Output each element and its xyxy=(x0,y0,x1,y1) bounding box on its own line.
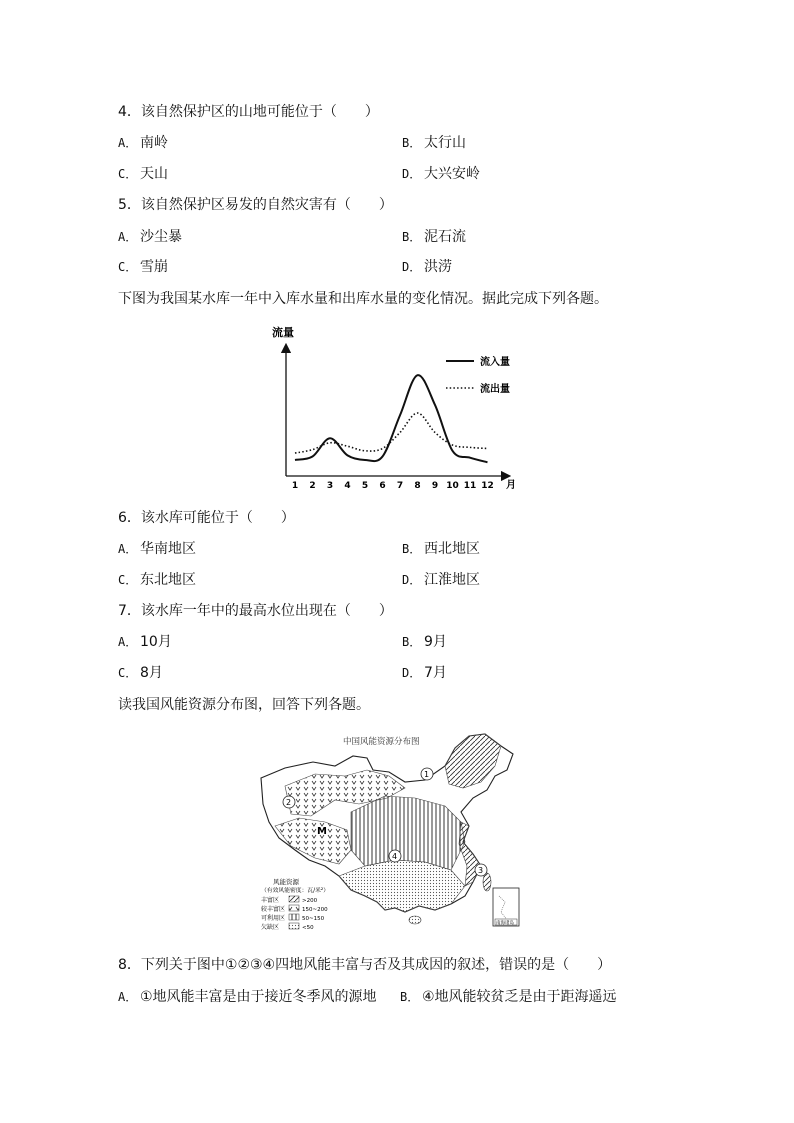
x-tick-label: 3 xyxy=(326,481,334,491)
question-6-stem: 6．该水库可能位于（ ） xyxy=(118,510,295,526)
q6-option-b[interactable]: B． 西北地区 xyxy=(402,541,480,557)
x-tick-label: 6 xyxy=(379,481,386,491)
wind-intro: 读我国风能资源分布图，回答下列各题。 xyxy=(118,697,370,713)
reservoir-flow-chart xyxy=(268,320,524,496)
china-wind-resource-map xyxy=(255,726,525,938)
q7-option-a[interactable]: A． 10月 xyxy=(118,634,172,650)
q5-option-a[interactable]: A． 沙尘暴 xyxy=(118,229,182,245)
q4-option-c[interactable]: C． 天山 xyxy=(118,166,168,182)
legend-subtitle: （有效风能密度：瓦/米²） xyxy=(261,888,330,894)
question-4-stem: 4．该自然保护区的山地可能位于（ ） xyxy=(118,104,379,120)
legend-item-4-range: <50 xyxy=(302,925,314,931)
map-title: 中国风能资源分布图 xyxy=(343,737,420,747)
legend-item-3-range: 50~150 xyxy=(302,916,325,922)
x-tick-label: 4 xyxy=(344,481,351,491)
q5-option-c[interactable]: C． 雪崩 xyxy=(118,259,168,275)
hainan-island xyxy=(409,916,421,924)
x-tick-label: 10 xyxy=(446,481,459,491)
reservoir-intro: 下图为我国某水库一年中入库水量和出库水量的变化情况。据此完成下列各题。 xyxy=(118,291,608,307)
q4-option-a[interactable]: A． 南岭 xyxy=(118,135,168,151)
legend-item-2-name: 较丰富区 xyxy=(261,906,286,913)
legend xyxy=(446,355,510,395)
q4-option-b[interactable]: B． 太行山 xyxy=(402,135,466,151)
q6-option-d[interactable]: D． 江淮地区 xyxy=(402,572,480,588)
legend-item-3-name: 可利用区 xyxy=(261,915,286,922)
legend-item-2-range: 150~200 xyxy=(302,907,328,913)
q5-option-d[interactable]: D． 洪涝 xyxy=(402,259,452,275)
x-tick-label: 9 xyxy=(431,481,439,491)
q5-option-b[interactable]: B． 泥石流 xyxy=(402,229,466,245)
question-5-stem: 5．该自然保护区易发的自然灾害有（ ） xyxy=(118,197,393,213)
marker-2: 2 xyxy=(286,798,292,807)
q6-option-a[interactable]: A． 华南地区 xyxy=(118,541,196,557)
legend-outflow-label: 流出量 xyxy=(480,384,510,395)
inset-label: 南海诸岛 xyxy=(496,921,514,926)
q7-option-b[interactable]: B． 9月 xyxy=(402,634,447,650)
legend-item-4-name: 欠缺区 xyxy=(261,924,280,931)
x-tick-label: 7 xyxy=(396,481,404,491)
question-7-stem: 7．该水库一年中的最高水位出现在（ ） xyxy=(118,603,393,619)
x-tick-label: 2 xyxy=(309,481,316,491)
series-inflow-line xyxy=(295,375,488,462)
marker-1: 1 xyxy=(424,770,430,779)
q6-option-c[interactable]: C． 东北地区 xyxy=(118,572,196,588)
region-label-m: M xyxy=(317,826,327,837)
y-axis-label: 流量 xyxy=(272,326,294,339)
q8-option-b[interactable]: B． ④地风能较贫乏是由于距海遥远 xyxy=(400,989,617,1005)
series-outflow-line xyxy=(295,413,488,453)
q7-option-c[interactable]: C． 8月 xyxy=(118,665,163,681)
x-axis-label: 月 xyxy=(506,480,516,491)
x-tick-label: 5 xyxy=(361,481,369,491)
q8-option-a[interactable]: A． ①地风能丰富是由于接近冬季风的源地 xyxy=(118,989,377,1005)
q4-option-d[interactable]: D． 大兴安岭 xyxy=(402,166,480,182)
x-tick-label: 12 xyxy=(481,481,494,491)
marker-3: 3 xyxy=(478,866,484,875)
marker-4: 4 xyxy=(392,852,398,861)
legend-title: 风能资源 xyxy=(273,878,299,886)
x-tick-label: 1 xyxy=(291,481,299,491)
x-tick-label: 11 xyxy=(463,481,477,491)
legend-item-1-name: 丰富区 xyxy=(261,897,280,904)
taiwan-island xyxy=(483,873,491,891)
legend-inflow-label: 流入量 xyxy=(480,357,510,368)
q7-option-d[interactable]: D． 7月 xyxy=(402,665,447,681)
x-tick-label: 8 xyxy=(414,481,421,491)
legend-item-1-range: >200 xyxy=(302,898,318,904)
question-8-stem: 8．下列关于图中①②③④四地风能丰富与否及其成因的叙述，错误的是（ ） xyxy=(118,957,612,973)
